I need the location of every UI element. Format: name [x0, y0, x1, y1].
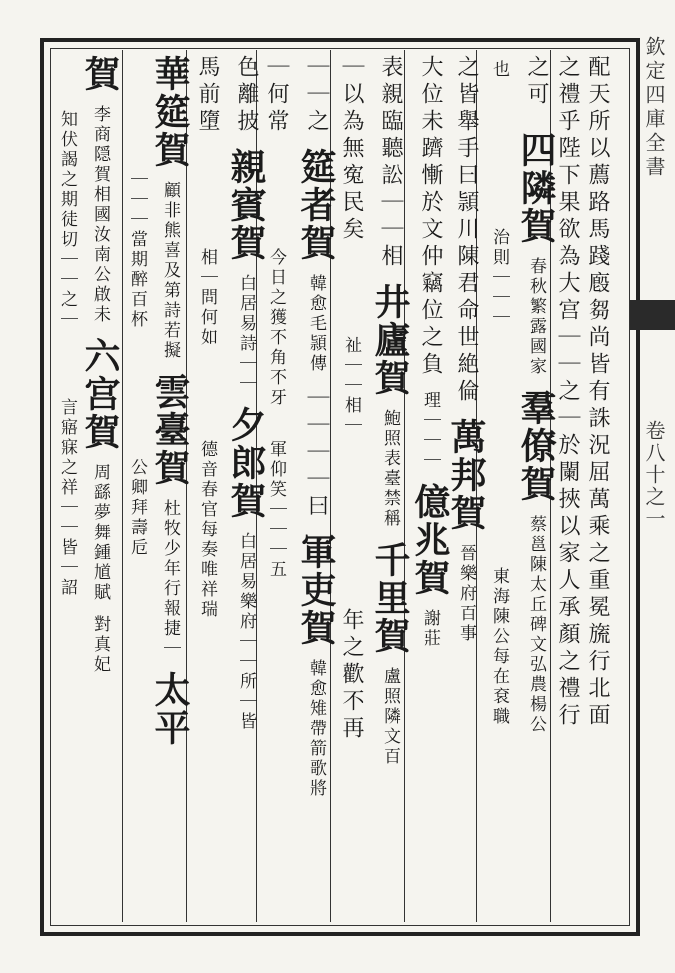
column-rule	[122, 50, 123, 922]
text-run: ｜｜之	[304, 55, 329, 136]
text-run: ｜｜｜當期醉百杯	[127, 170, 147, 330]
annotation: 祉｜｜相｜	[341, 336, 361, 436]
annotation: 對真妃	[90, 615, 110, 675]
text-column	[295, 55, 337, 799]
text-column	[369, 55, 411, 767]
annotation: 鮑照表臺禁稱	[380, 409, 400, 529]
text-run: ｜以為無寃民矣	[339, 55, 364, 244]
text-column	[586, 55, 608, 730]
text-run: 馬前墮	[195, 55, 220, 136]
annotation: 春秋繁露國家	[526, 257, 546, 377]
annotation: 晉樂府百事	[456, 544, 476, 644]
section-heading: 軍吏賀	[295, 533, 337, 647]
annotation: 今日之獲不角不牙	[266, 248, 286, 408]
text-run: 之禮乎陛下果欲為大宫｜｜之｜於闌挾以家人承顏之禮行	[555, 55, 580, 730]
annotation: 顧非熊喜及第詩若擬	[160, 181, 180, 361]
text-column	[196, 55, 218, 620]
annotation: 德音春官每奏唯祥瑞	[197, 440, 217, 620]
text-column	[79, 55, 121, 675]
text-run: 年之歡不再	[339, 608, 364, 743]
section-heading: 夕郎賀	[225, 406, 267, 520]
text-run: 之可	[524, 55, 549, 109]
text-column	[515, 55, 557, 735]
annotation: 東海陳公每在袞職	[489, 566, 509, 727]
text-run: 知伏謁之期徒切｜｜之｜	[57, 110, 77, 330]
section-heading: 億兆賀	[409, 483, 451, 597]
annotation: 言寤寐之祥｜｜皆｜詔	[57, 398, 77, 599]
annotation: 白居易樂府｜｜所｜皆	[236, 532, 256, 732]
text-run: 之皆舉手曰頴川陳君命世絶倫	[454, 55, 479, 406]
text-run: 配天所以薦路馬踐廏芻尚皆有誅況屈萬乘之重冕旒行北面	[585, 55, 610, 730]
annotation: 盧照隣文百	[380, 667, 400, 767]
annotation: 謝莊	[420, 609, 440, 649]
text-column	[556, 55, 578, 730]
text-run: 色離披	[234, 55, 259, 136]
annotation: 韓愈雉帶箭歌將	[306, 659, 326, 799]
section-heading: 親賓賀	[225, 148, 267, 262]
text-column	[340, 55, 362, 743]
annotation: 軍仰笑｜｜｜五	[266, 440, 286, 580]
text-column	[490, 60, 507, 727]
text-column	[265, 55, 287, 580]
section-heading: 華筵賀	[149, 55, 191, 169]
section-heading: 太平	[149, 671, 191, 747]
annotation: 蔡邕陳太丘碑文弘農楊公	[526, 515, 546, 735]
text-column	[445, 55, 487, 644]
annotation: 相｜問何如	[197, 248, 217, 348]
section-heading: 筵者賀	[295, 148, 337, 262]
annotation: 韓愈毛頴傳	[306, 274, 326, 374]
text-column	[149, 55, 191, 747]
annotation: 治則｜｜｜	[489, 228, 509, 329]
section-heading: 賀	[79, 55, 121, 93]
fishtail-mark	[630, 300, 675, 330]
section-heading: 千里賀	[369, 541, 411, 655]
book-title: 欽定四庫全書	[642, 36, 666, 180]
text-column	[225, 55, 267, 732]
text-column	[409, 55, 451, 649]
section-heading: 羣僚賀	[515, 389, 557, 503]
text-run: ｜何常	[264, 55, 289, 136]
section-heading: 萬邦賀	[445, 418, 487, 532]
section-heading: 雲臺賀	[149, 373, 191, 487]
section-heading: 四隣賀	[515, 131, 557, 245]
text-run: 也	[489, 60, 509, 80]
annotation: 公卿拜壽卮	[127, 458, 147, 559]
text-run: 表親臨聽訟｜｜相	[378, 55, 403, 271]
section-heading: 井廬賀	[369, 283, 411, 397]
text-run: 大位未躋慚於文仲竊位之負	[418, 55, 443, 379]
chapter-label: 卷八十之一	[642, 420, 666, 530]
annotation: 白居易詩｜｜	[236, 274, 256, 394]
annotation: 李商隠賀相國汝南公啟未	[90, 105, 110, 325]
annotation: 理｜｜｜	[420, 391, 440, 471]
annotation: 杜牧少年行報捷｜	[160, 499, 180, 659]
annotation: 周繇夢舞鍾馗賦	[90, 463, 110, 603]
text-column	[128, 170, 145, 558]
text-run: ｜｜｜｜曰	[304, 386, 329, 521]
section-heading: 六宫賀	[79, 337, 121, 451]
text-column	[58, 110, 75, 598]
